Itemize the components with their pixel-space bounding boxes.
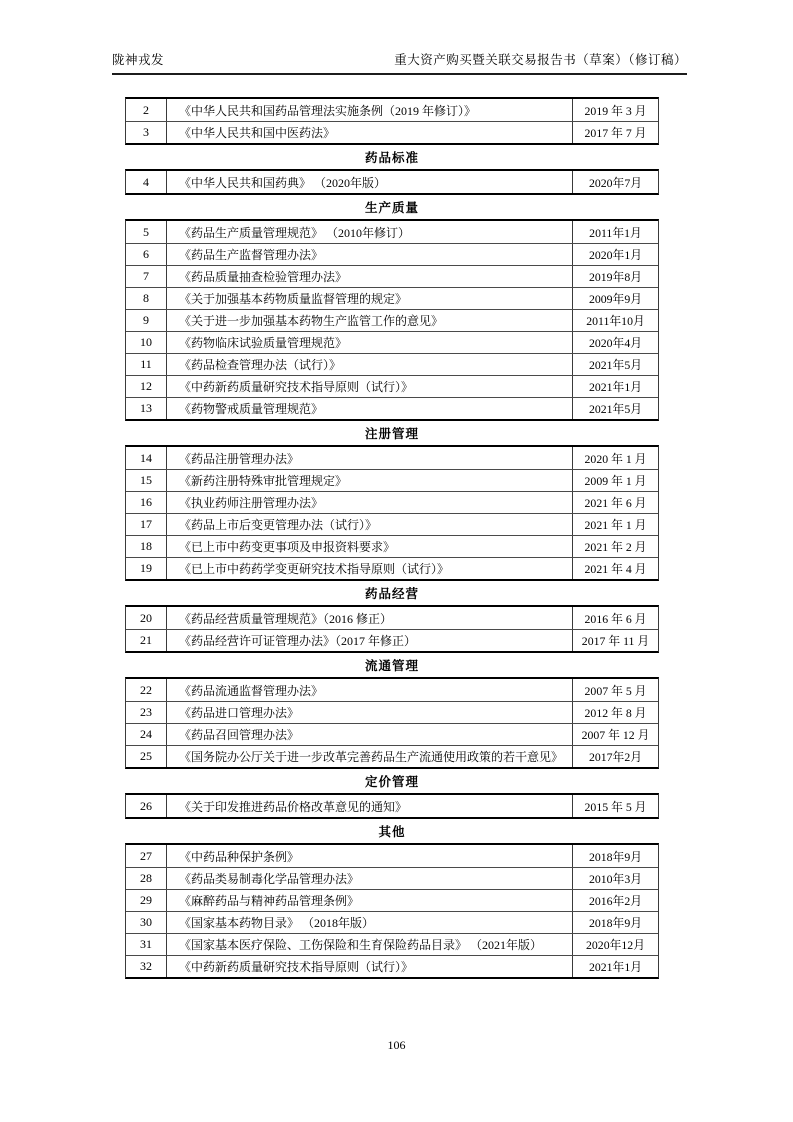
row-number: 16 <box>126 492 167 513</box>
table-row <box>126 535 658 557</box>
table-row <box>126 557 658 579</box>
row-number: 21 <box>126 630 167 651</box>
regulation-title: 《国务院办公厅关于进一步改革完善药品生产流通使用政策的若干意见》 <box>167 746 573 767</box>
row-number: 5 <box>126 221 167 243</box>
regulation-title: 《药品生产质量管理规范》 （2010年修订） <box>167 221 573 243</box>
table-row <box>126 607 658 629</box>
regulation-title: 《中华人民共和国药品管理法实施条例（2019 年修订）》 <box>167 99 573 121</box>
issue-date: 2007 年 12 月 <box>581 728 650 742</box>
row-number: 20 <box>126 607 167 629</box>
issue-date: 2009年9月 <box>588 292 643 306</box>
table-row <box>126 933 658 955</box>
regulation-title: 《药品检查管理办法（试行）》 <box>167 354 573 375</box>
header-company-name: 陇神戎发 <box>112 53 165 67</box>
row-number: 10 <box>126 332 167 353</box>
row-number: 2 <box>126 99 167 121</box>
table-row <box>126 491 658 513</box>
regulation-title: 《中药品种保护条例》 <box>167 845 573 867</box>
issue-date: 2007 年 5 月 <box>584 683 647 698</box>
regulation-title: 《中华人民共和国中医药法》 <box>167 122 573 143</box>
regulation-title: 《药物警戒质量管理规范》 <box>167 398 573 419</box>
issue-date: 2021年1月 <box>588 960 643 974</box>
table-row <box>126 795 658 817</box>
issue-date: 2012 年 8 月 <box>584 706 647 720</box>
row-number: 11 <box>126 354 167 375</box>
table-row <box>126 889 658 911</box>
table-row <box>126 629 658 651</box>
regulation-title: 《关于印发推进药品价格改革意见的通知》 <box>167 795 573 817</box>
row-number: 27 <box>126 845 167 867</box>
regulation-title: 《药品流通监督管理办法》 <box>167 679 573 701</box>
table-row <box>126 513 658 535</box>
row-number: 26 <box>126 795 167 817</box>
table-row <box>126 745 658 767</box>
section-header: 流通管理 <box>364 659 419 673</box>
regulation-title: 《已上市中药药学变更研究技术指导原则（试行）》 <box>167 558 573 579</box>
table-row <box>126 867 658 889</box>
issue-date: 2020年7月 <box>588 175 643 190</box>
table-row <box>126 99 658 121</box>
section-header: 注册管理 <box>364 427 419 441</box>
table-row <box>126 723 658 745</box>
table-block <box>125 605 659 653</box>
issue-date: 2021年5月 <box>588 358 643 372</box>
issue-date: 2019年8月 <box>588 270 643 284</box>
table-block <box>125 793 659 819</box>
section-header: 生产质量 <box>364 201 419 215</box>
regulation-title: 《中华人民共和国药典》 （2020年版） <box>167 171 573 193</box>
regulation-title: 《药物临床试验质量管理规范》 <box>167 332 573 353</box>
regulation-title: 《执业药师注册管理办法》 <box>167 492 573 513</box>
regulation-title: 《药品进口管理办法》 <box>167 702 573 723</box>
table-row <box>126 845 658 867</box>
table-row <box>126 397 658 419</box>
regulation-title: 《中药新药质量研究技术指导原则（试行）》 <box>167 376 573 397</box>
issue-date: 2015 年 5 月 <box>584 799 647 814</box>
row-number: 28 <box>126 868 167 889</box>
regulation-title: 《关于进一步加强基本药物生产监管工作的意见》 <box>167 310 573 331</box>
table-block <box>125 677 659 769</box>
regulation-title: 《国家基本药物目录》 （2018年版） <box>167 912 573 933</box>
row-number: 4 <box>126 171 167 193</box>
issue-date: 2018年9月 <box>588 916 643 930</box>
issue-date: 2018年9月 <box>588 849 643 864</box>
section-header: 药品经营 <box>364 587 419 601</box>
regulation-title: 《已上市中药变更事项及申报资料要求》 <box>167 536 573 557</box>
row-number: 17 <box>126 514 167 535</box>
regulation-title: 《新药注册特殊审批管理规定》 <box>167 470 573 491</box>
issue-date: 2017年2月 <box>588 750 643 764</box>
section-header: 其他 <box>378 825 406 839</box>
issue-date: 2019 年 3 月 <box>584 103 647 118</box>
table-row <box>126 447 658 469</box>
regulation-title: 《药品注册管理办法》 <box>167 447 573 469</box>
row-number: 24 <box>126 724 167 745</box>
regulation-title: 《药品召回管理办法》 <box>167 724 573 745</box>
regulation-title: 《药品生产监督管理办法》 <box>167 244 573 265</box>
issue-date: 2021 年 4 月 <box>584 562 647 576</box>
row-number: 29 <box>126 890 167 911</box>
table-row <box>126 171 658 193</box>
regulation-title: 《国家基本医疗保险、工伤保险和生育保险药品目录》 （2021年版） <box>167 934 573 955</box>
row-number: 12 <box>126 376 167 397</box>
row-number: 23 <box>126 702 167 723</box>
regulation-title: 《药品质量抽查检验管理办法》 <box>167 266 573 287</box>
row-number: 9 <box>126 310 167 331</box>
table-row <box>126 469 658 491</box>
issue-date: 2010年3月 <box>588 872 643 886</box>
regulation-title: 《中药新药质量研究技术指导原则（试行）》 <box>167 956 573 977</box>
page-number: 106 <box>387 1038 406 1052</box>
row-number: 3 <box>126 122 167 143</box>
table-row <box>126 331 658 353</box>
table-row <box>126 309 658 331</box>
row-number: 7 <box>126 266 167 287</box>
regulation-table <box>125 97 659 979</box>
header-report-title: 重大资产购买暨关联交易报告书（草案）（修订稿） <box>394 53 687 67</box>
row-number: 22 <box>126 679 167 701</box>
issue-date: 2020 年 1 月 <box>584 451 647 466</box>
regulation-title: 《关于加强基本药物质量监督管理的规定》 <box>167 288 573 309</box>
table-row <box>126 265 658 287</box>
row-number: 30 <box>126 912 167 933</box>
table-block <box>125 219 659 421</box>
table-block <box>125 843 659 979</box>
issue-date: 2017 年 11 月 <box>581 634 650 648</box>
table-row <box>126 121 658 143</box>
row-number: 19 <box>126 558 167 579</box>
row-number: 32 <box>126 956 167 977</box>
row-number: 14 <box>126 447 167 469</box>
regulation-title: 《药品经营许可证管理办法》（2017 年修正） <box>167 630 573 651</box>
table-row <box>126 955 658 977</box>
table-row <box>126 375 658 397</box>
row-number: 15 <box>126 470 167 491</box>
row-number: 6 <box>126 244 167 265</box>
issue-date: 2021 年 1 月 <box>584 518 647 532</box>
regulation-title: 《麻醉药品与精神药品管理条例》 <box>167 890 573 911</box>
issue-date: 2017 年 7 月 <box>584 126 647 140</box>
section-header: 定价管理 <box>364 775 419 789</box>
issue-date: 2020年12月 <box>586 938 645 952</box>
table-row <box>126 911 658 933</box>
table-block <box>125 169 659 195</box>
table-row <box>126 701 658 723</box>
issue-date: 2011年1月 <box>589 225 642 240</box>
issue-date: 2021年1月 <box>588 380 643 394</box>
table-row <box>126 353 658 375</box>
regulation-title: 《药品上市后变更管理办法（试行）》 <box>167 514 573 535</box>
table-row <box>126 221 658 243</box>
issue-date: 2016 年 6 月 <box>584 611 647 626</box>
row-number: 8 <box>126 288 167 309</box>
table-row <box>126 287 658 309</box>
issue-date: 2020年4月 <box>588 336 643 350</box>
issue-date: 2009 年 1 月 <box>584 474 647 488</box>
table-block <box>125 97 659 145</box>
issue-date: 2021 年 2 月 <box>584 540 647 554</box>
row-number: 25 <box>126 746 167 767</box>
row-number: 31 <box>126 934 167 955</box>
table-block <box>125 445 659 581</box>
row-number: 13 <box>126 398 167 419</box>
issue-date: 2021 年 6 月 <box>584 496 647 510</box>
page-header <box>112 50 687 75</box>
issue-date: 2011年10月 <box>586 314 645 328</box>
section-header: 药品标准 <box>364 151 419 165</box>
regulation-title: 《药品类易制毒化学品管理办法》 <box>167 868 573 889</box>
issue-date: 2020年1月 <box>588 248 643 262</box>
table-row <box>126 679 658 701</box>
regulation-title: 《药品经营质量管理规范》（2016 修正） <box>167 607 573 629</box>
table-row <box>126 243 658 265</box>
issue-date: 2021年5月 <box>588 402 643 416</box>
page-footer <box>0 1038 793 1053</box>
row-number: 18 <box>126 536 167 557</box>
issue-date: 2016年2月 <box>588 894 643 908</box>
